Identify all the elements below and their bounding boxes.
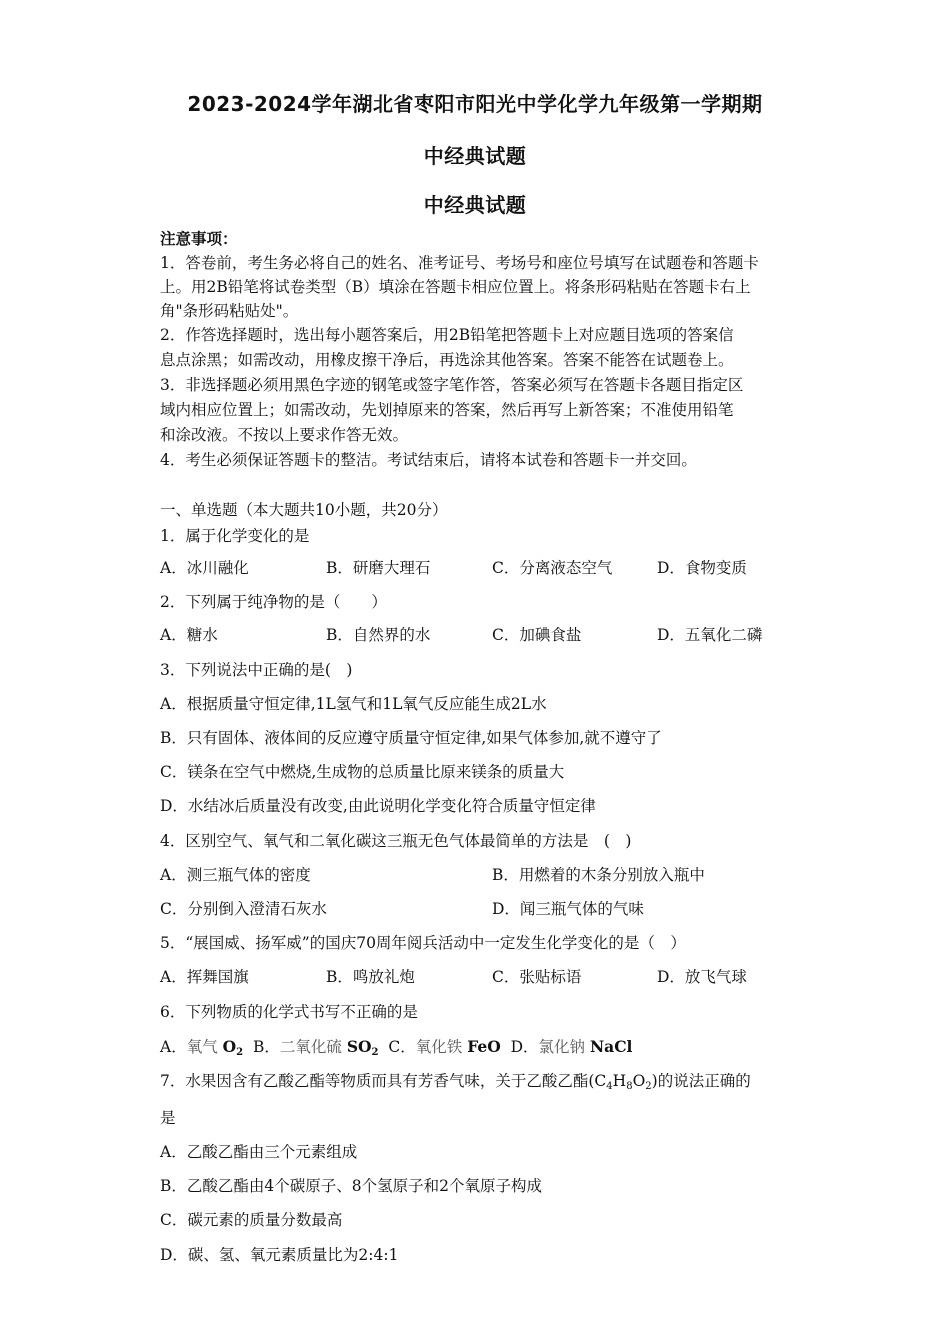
notice-line: 息点涂黑；如需改动，用橡皮擦干净后，再选涂其他答案。答案不能答在试题卷上。 — [160, 351, 734, 369]
option-b-name: 二氧化硫 — [279, 1038, 342, 1056]
subscript: 2 — [371, 1047, 379, 1058]
option-c-name: 氧化铁 — [415, 1038, 463, 1056]
option-d: D．放飞气球 — [657, 968, 747, 986]
option-c-label: C． — [388, 1038, 416, 1056]
notice-line: 1．答卷前，考生务必将自己的姓名、准考证号、考场号和座位号填写在试题卷和答题卡 — [160, 254, 759, 272]
option-c: C．碳元素的质量分数最高 — [160, 1211, 343, 1229]
question-stem: 3．下列说法中正确的是( ) — [160, 661, 353, 679]
subscript: 2 — [236, 1047, 244, 1058]
option-b: B．自然界的水 — [326, 626, 431, 644]
title-line-3: 中经典试题 — [423, 193, 527, 217]
option-c: C．加碘食盐 — [492, 626, 582, 644]
chemical-formula: $C_4H_8O_2$ — [594, 1072, 652, 1092]
notice-line: 3．非选择题必须用黑色字迹的钢笔或签字笔作答，答案必须写在答题卡各题目指定区 — [160, 376, 744, 394]
option-d: D．食物变质 — [657, 559, 747, 577]
option-d-label: D． — [510, 1038, 539, 1056]
option-b: B．只有固体、液体间的反应遵守质量守恒定律,如果气体参加,就不遵守了 — [160, 729, 662, 747]
question-stem: 6．下列物质的化学式书写不正确的是 — [160, 1003, 418, 1021]
option-b: B．用燃着的木条分别放入瓶中 — [492, 866, 705, 884]
option-b-formula: $SO_2$ — [346, 1037, 379, 1058]
option-c: C．张贴标语 — [492, 968, 582, 986]
option-a: A．乙酸乙酯由三个元素组成 — [160, 1143, 358, 1161]
section-heading: 一、单选题（本大题共10小题，共20分） — [160, 501, 448, 519]
option-d: D．水结冰后质量没有改变,由此说明化学变化符合质量守恒定律 — [160, 797, 596, 815]
option-a: A．挥舞国旗 — [160, 968, 249, 986]
option-d: D．闻三瓶气体的气味 — [492, 900, 644, 918]
notice-line: 2．作答选择题时，选出每小题答案后，用2B铅笔把答题卡上对应题目选项的答案信 — [160, 326, 734, 344]
option-b-label: B． — [253, 1038, 280, 1056]
option-d: D．碳、氢、氧元素质量比为2:4:1 — [160, 1246, 399, 1264]
notice-line: 和涂改液。不按以上要求作答无效。 — [160, 426, 409, 444]
question-stem: 7．水果因含有乙酸乙酯等物质而具有芳香气味，关于乙酸乙酯$(C_4H_8O_2)$的说法正确的 — [160, 1072, 751, 1092]
option-a: A．冰川融化 — [160, 559, 249, 577]
option-b: B．鸣放礼炮 — [326, 968, 415, 986]
notice-line: 域内相应位置上；如需改动，先划掉原来的答案，然后再写上新答案；不准使用铅笔 — [160, 401, 734, 419]
option-c-formula: FeO — [467, 1037, 501, 1056]
question-stem: 4．区别空气、氧气和二氧化碳这三瓶无色气体最简单的方法是 ( ) — [160, 832, 632, 850]
option-c: C．分别倒入澄清石灰水 — [160, 900, 327, 918]
option-a-formula: $O_2$ — [222, 1037, 244, 1058]
option-d: D．五氧化二磷 — [657, 626, 763, 644]
notice-line: 上。用2B铅笔将试卷类型（B）填涂在答题卡相应位置上。将条形码粘贴在答题卡右上 — [160, 278, 751, 296]
option-b: B．研磨大理石 — [326, 559, 431, 577]
option-c: C．镁条在空气中燃烧,生成物的总质量比原来镁条的质量大 — [160, 763, 565, 781]
question-stem: 2．下列属于纯净物的是（ ） — [160, 593, 387, 611]
option-c: C．分离液态空气 — [492, 559, 613, 577]
formula-options-row — [160, 1037, 800, 1063]
question-stem: 5．“展国威、扬军威”的国庆70周年阅兵活动中一定发生化学变化的是（ ） — [160, 934, 686, 952]
notice-heading: 注意事项： — [160, 229, 238, 248]
notice-line: 4．考生必须保证答题卡的整洁。考试结束后，请将本试卷和答题卡一并交回。 — [160, 451, 697, 469]
option-b: B．乙酸乙酯由4个碳原子、8个氢原子和2个氧原子构成 — [160, 1177, 542, 1195]
option-a: A．测三瓶气体的密度 — [160, 866, 311, 884]
title-line-2: 中经典试题 — [423, 144, 527, 168]
option-d-name: 氯化钠 — [538, 1038, 586, 1056]
option-a: A．根据质量守恒定律,1L氢气和1L氧气反应能生成2L水 — [160, 695, 547, 713]
notice-line: 角"条形码粘贴处"。 — [160, 302, 299, 320]
question-stem: 1．属于化学变化的是 — [160, 527, 310, 545]
option-d-formula: NaCl — [589, 1037, 633, 1056]
question-stem-continued: 是 — [160, 1109, 176, 1127]
option-a-name: 氧气 — [186, 1038, 218, 1056]
option-a: A．糖水 — [160, 626, 218, 644]
option-a-label: A． — [160, 1038, 187, 1056]
title-line-1: 2023-2024学年湖北省枣阳市阳光中学化学九年级第一学期期 — [187, 92, 763, 116]
